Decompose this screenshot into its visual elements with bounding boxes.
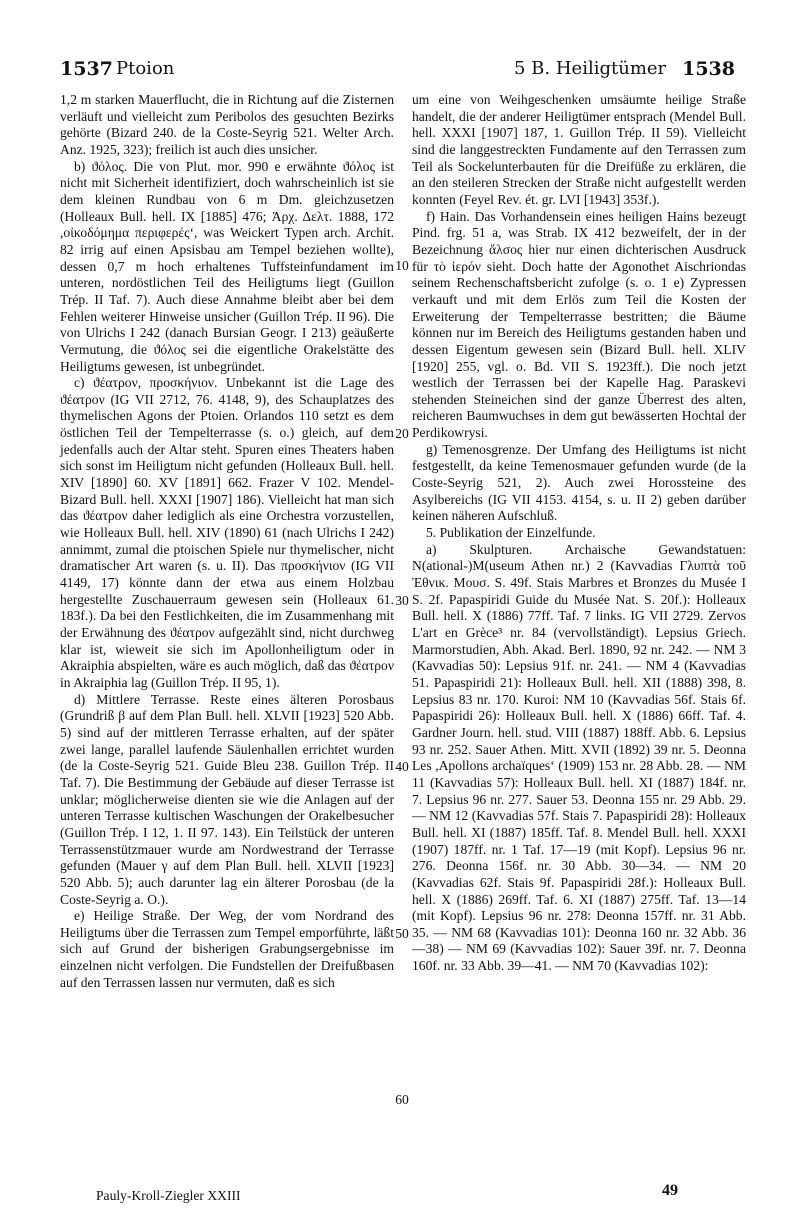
right-column-number: 1538	[682, 58, 735, 80]
footer-signature-number: 49	[662, 1182, 678, 1199]
paragraph: 1,2 m starken Mauerflucht, die in Richtung auf die Zisternen verläuft und vielleicht zum Peribolos des gesuchten Bezirks gehörte (Bizard 240. de la Coste-Seyrig 521. Welter Arch. Anz. 1925, 323); freilich ist auch dies unsicher.	[60, 92, 394, 157]
right-running-title: 5 B. Heiligtümer	[514, 58, 667, 79]
left-text-column	[60, 92, 394, 991]
left-column-number: 1537	[60, 58, 113, 80]
footer-publication: Pauly-Kroll-Ziegler XXIII	[96, 1188, 241, 1203]
paragraph: e) Heilige Straße. Der Weg, der vom Nordrand des Heiligtums über die Terrassen zum Tempel emporführte, läßt sich auf Grund der bisherigen Grabungsergebnisse im einzelnen nicht verfolgen. Die Fundstellen der Dreifußbasen auf den Terrassen lassen nur vermuten, daß es sich	[60, 908, 394, 990]
paragraph: um eine von Weihgeschenken umsäumte heilige Straße handelt, die der anderer Heiligtümer entsprach (Mendel Bull. hell. XXXI [1907] 187, 1. Guillon Trép. II 59). Vielleicht sind die langgestreckten Fundamente auf den Terrassen zum Teil als Sockelunterbauten für die Dreifüße zu erklären, die an den steileren Strecken der Straße nicht aufgestellt werden konnten (Feyel Rev. ét. gr. LVI [1943] 353f.).	[412, 92, 746, 207]
section-heading: 5. Publikation der Einzelfunde.	[426, 525, 596, 541]
right-text-column	[412, 92, 746, 975]
page-header	[60, 58, 735, 84]
paragraph: c) ϑέατρον, προσκήνιον. Unbekannt ist die Lage des ϑέατρον (IG VII 2712, 76. 4148, 9), des Schauplatzes des thymelischen Agons der Ptoien. Orlandos 110 setzt es dem östlichen Teil der Tempelterrasse (s. o.) gleich, auf dem jedenfalls auch der Altar steht. Spuren eines Theaters haben sich sonst im Heiligtum nicht gefunden (Holleaux Bull. hell. XIV [1890] 60. XV [1891] 662. Frazer V 102. Mendel-Bizard Bull. hell. XXXI [1907] 186). Vielleicht hat man sich das ϑέατρον daher lediglich als eine Orchestra vorzustellen, wie Holleaux Bull. hell. XIV (1890) 61 (nach Ulrichs I 242) annimmt, zumal die ptoischen Spiele nur thymelischer, nicht dramatischer Art waren (s. u. II). Das προσκήνιον (IG VII 4149, 17) könnte dann der etwa aus einem Holzbau hergestellte Zuschauerraum gewesen sein (Holleaux 61. 183f.). Da bei den Festlichkeiten, die im Zusammenhang mit der Erwähnung des ϑέατρον aufgezählt sind, nicht durchweg klar ist, wieweit sie sich im Apollonheiligtum oder in Akraiphia abspielten, wäre es auch möglich, daß das ϑέατρον in Akraiphia lag (Guillon Trép. II 95, 1).	[60, 375, 394, 690]
line-number: 60	[395, 1092, 409, 1107]
line-number: 10	[395, 258, 409, 273]
line-number: 40	[395, 759, 409, 774]
paragraph: a) Skulpturen. Archaische Gewandstatuen: N(ational-)M(useum Athen nr.) 2 (Kavvadias Γλυπτὰ τοῦ Ἐθνικ. Μουσ. S. 49f. Stais Marbres et Bronzes du Musée I S. 2f. Papaspiridi Guide du Musée Nat. S. 20f.): Holleaux Bull. hell. X (1886) 77ff. Taf. 7 links. IG VII 2729. Zervos L'art en Grèce³ nr. 84 (vervollständigt). Lepsius Griech. Marmorstudien, Abh. Akad. Berl. 1890, 92 nr. 242. — NM 3 (Kavvadias 50): Lepsius 91f. nr. 241. — NM 4 (Kavvadias 51. Papaspiridi 21): Holleaux Bull. hell. XII (1888) 398, 8. Lepsius 83 nr. 170. Kuroi: NM 10 (Kavvadias 56f. Stais 6f. Papaspiridi 26): Holleaux Bull. hell. X (1886) 66ff. Taf. 4. Gardner Journ. hell. stud. VIII (1887) 188ff. Abb. 6. Lepsius 93 nr. 252. Sauer Athen. Mitt. XVII (1892) 39 nr. 5. Deonna Les ,Apollons archaïques‘ (1909) 153 nr. 28 Abb. 28. — NM 11 (Kavvadias 57): Holleaux Bull. hell. XI (1887) 184f. nr. 7. Lepsius 96 nr. 277. Sauer 53. Deonna 155 nr. 29 Abb. 29. — NM 12 (Kavvadias 57f. Stais 7. Papaspiridi 28): Holleaux Bull. hell. XI (1887) 185ff. Taf. 8. Mendel Bull. hell. XXXI (1907) 187ff. nr. 1 Taf. 17—19 (mit Kopf). Lepsius 96 nr. 276. Deonna 156f. nr. 30 Abb. 30—34. — NM 20 (Kavvadias 62f. Stais 9f. Papaspiridi 28f.): Holleaux Bull. hell. X (1886) 269ff. Taf. 6. XI (1887) 275ff. Taf. 13—14 (mit Kopf). Lepsius 96 nr. 278: Deonna 157ff. nr. 31 Abb. 35. — NM 68 (Kavvadias 101): Deonna 160 nr. 32 Abb. 36—38) — NM 69 (Kavvadias 102): Sauer 39f. nr. 7. Deonna 160f. nr. 33 Abb. 39—41. — NM 70 (Kavvadias 102):	[412, 541, 746, 974]
paragraph: g) Temenosgrenze. Der Umfang des Heiligtums ist nicht festgestellt, da keine Temenosmauer gefunden wurde (de la Coste-Seyrig 521, 2). Auch zwei Horossteine des Asylbereichs (IG VII 4153. 4154, s. u. II 2) geben darüber keinen näheren Aufschluß.	[412, 441, 746, 524]
line-number: 50	[395, 926, 409, 941]
paragraph: b) ϑόλος. Die von Plut. mor. 990 e erwähnte ϑόλος ist nicht mit Sicherheit identifiziert, doch wahrscheinlich ist sie dem kleinen Rundbau von 6 m Dm. gleichzusetzen (Holleaux Bull. hell. IX [1885] 476; Ἀρχ. Δελτ. 1888, 172 ,οἰκοδόμημα περιφερές‘, was Weickert Typen arch. Archit. 82 irrig auf einen Apsisbau am Tempel beziehen wollte), dessen 0,7 m hoch erhaltenes Tuffsteinfundament im unteren, nordöstlichen Teil des Heiligtums liegt (Guillon Trép. II Taf. 7). Auch diese Annahme bleibt aber bei dem Fehlen weiterer Hinweise unsicher (Guillon Trép. II 96). Die von Ulrichs I 242 (danach Bursian Geogr. I 213) geäußerte Vermutung, die ϑόλος sei die eigentliche Orakelstätte des Heiligtums gewesen, ist unbegründet.	[60, 158, 394, 374]
line-number: 30	[395, 593, 409, 608]
paragraph: f) Hain. Das Vorhandensein eines heiligen Hains bezeugt Pind. frg. 51 a, was Strab. IX 412 bezweifelt, der in der Bezeichnung ἄλσος hier nur einen dichterischen Ausdruck für τὸ ἱερόν sieht. Doch hatte der Agonothet Aischriondas seinem Rechenschaftsbericht zufolge (s. o. 1 e) Zypressen verkauft und mit dem Erlös zum Teil die Kosten der Erweiterung der Tempelterrasse bestritten; die Bäume können nur im Bereich des Heiligtums gestanden haben und dessen Eigentum gewesen sein (Bizard Bull. hell. XLIV [1920] 255, vgl. o. Bd. VII S. 1923ff.). Die noch jetzt westlich der Terrassen bei der Kapelle Hag. Paraskevi stehenden Steineichen sind der ganze Überrest des alten, reicheren Baumwuchses in dem gut bewässerten Hochtal der Perdikowrysi.	[412, 208, 746, 441]
line-number: 20	[395, 426, 409, 441]
left-running-title: Ptoion	[116, 58, 175, 79]
paragraph: d) Mittlere Terrasse. Reste eines älteren Porosbaus (Grundriß β auf dem Plan Bull. hell. XLVII [1923] 520 Abb. 5) sind auf der mittleren Terrasse erhalten, auf der später zwei lange, parallel laufende Säulenhallen errichtet wurden (de la Coste-Seyrig 521. Guide Bleu 238. Guillon Trép. II Taf. 7). Die Bestimmung der Gebäude auf dieser Terrasse ist unklar; möglicherweise dienten sie wie die Anlagen auf der unteren Terrasse kultischen Waschungen der Orakelbesucher (Guillon Trép. I 12, 1. II 97. 143). Ein Teilstück der unteren Terrassenstützmauer wurde am Nordwestrand der Terrasse gefunden (Mauer γ auf dem Plan Bull. hell. XLVII [1923] 520 Abb. 5); auch darunter lag ein älterer Porosbau (de la Coste-Seyrig a. O.).	[60, 691, 394, 907]
